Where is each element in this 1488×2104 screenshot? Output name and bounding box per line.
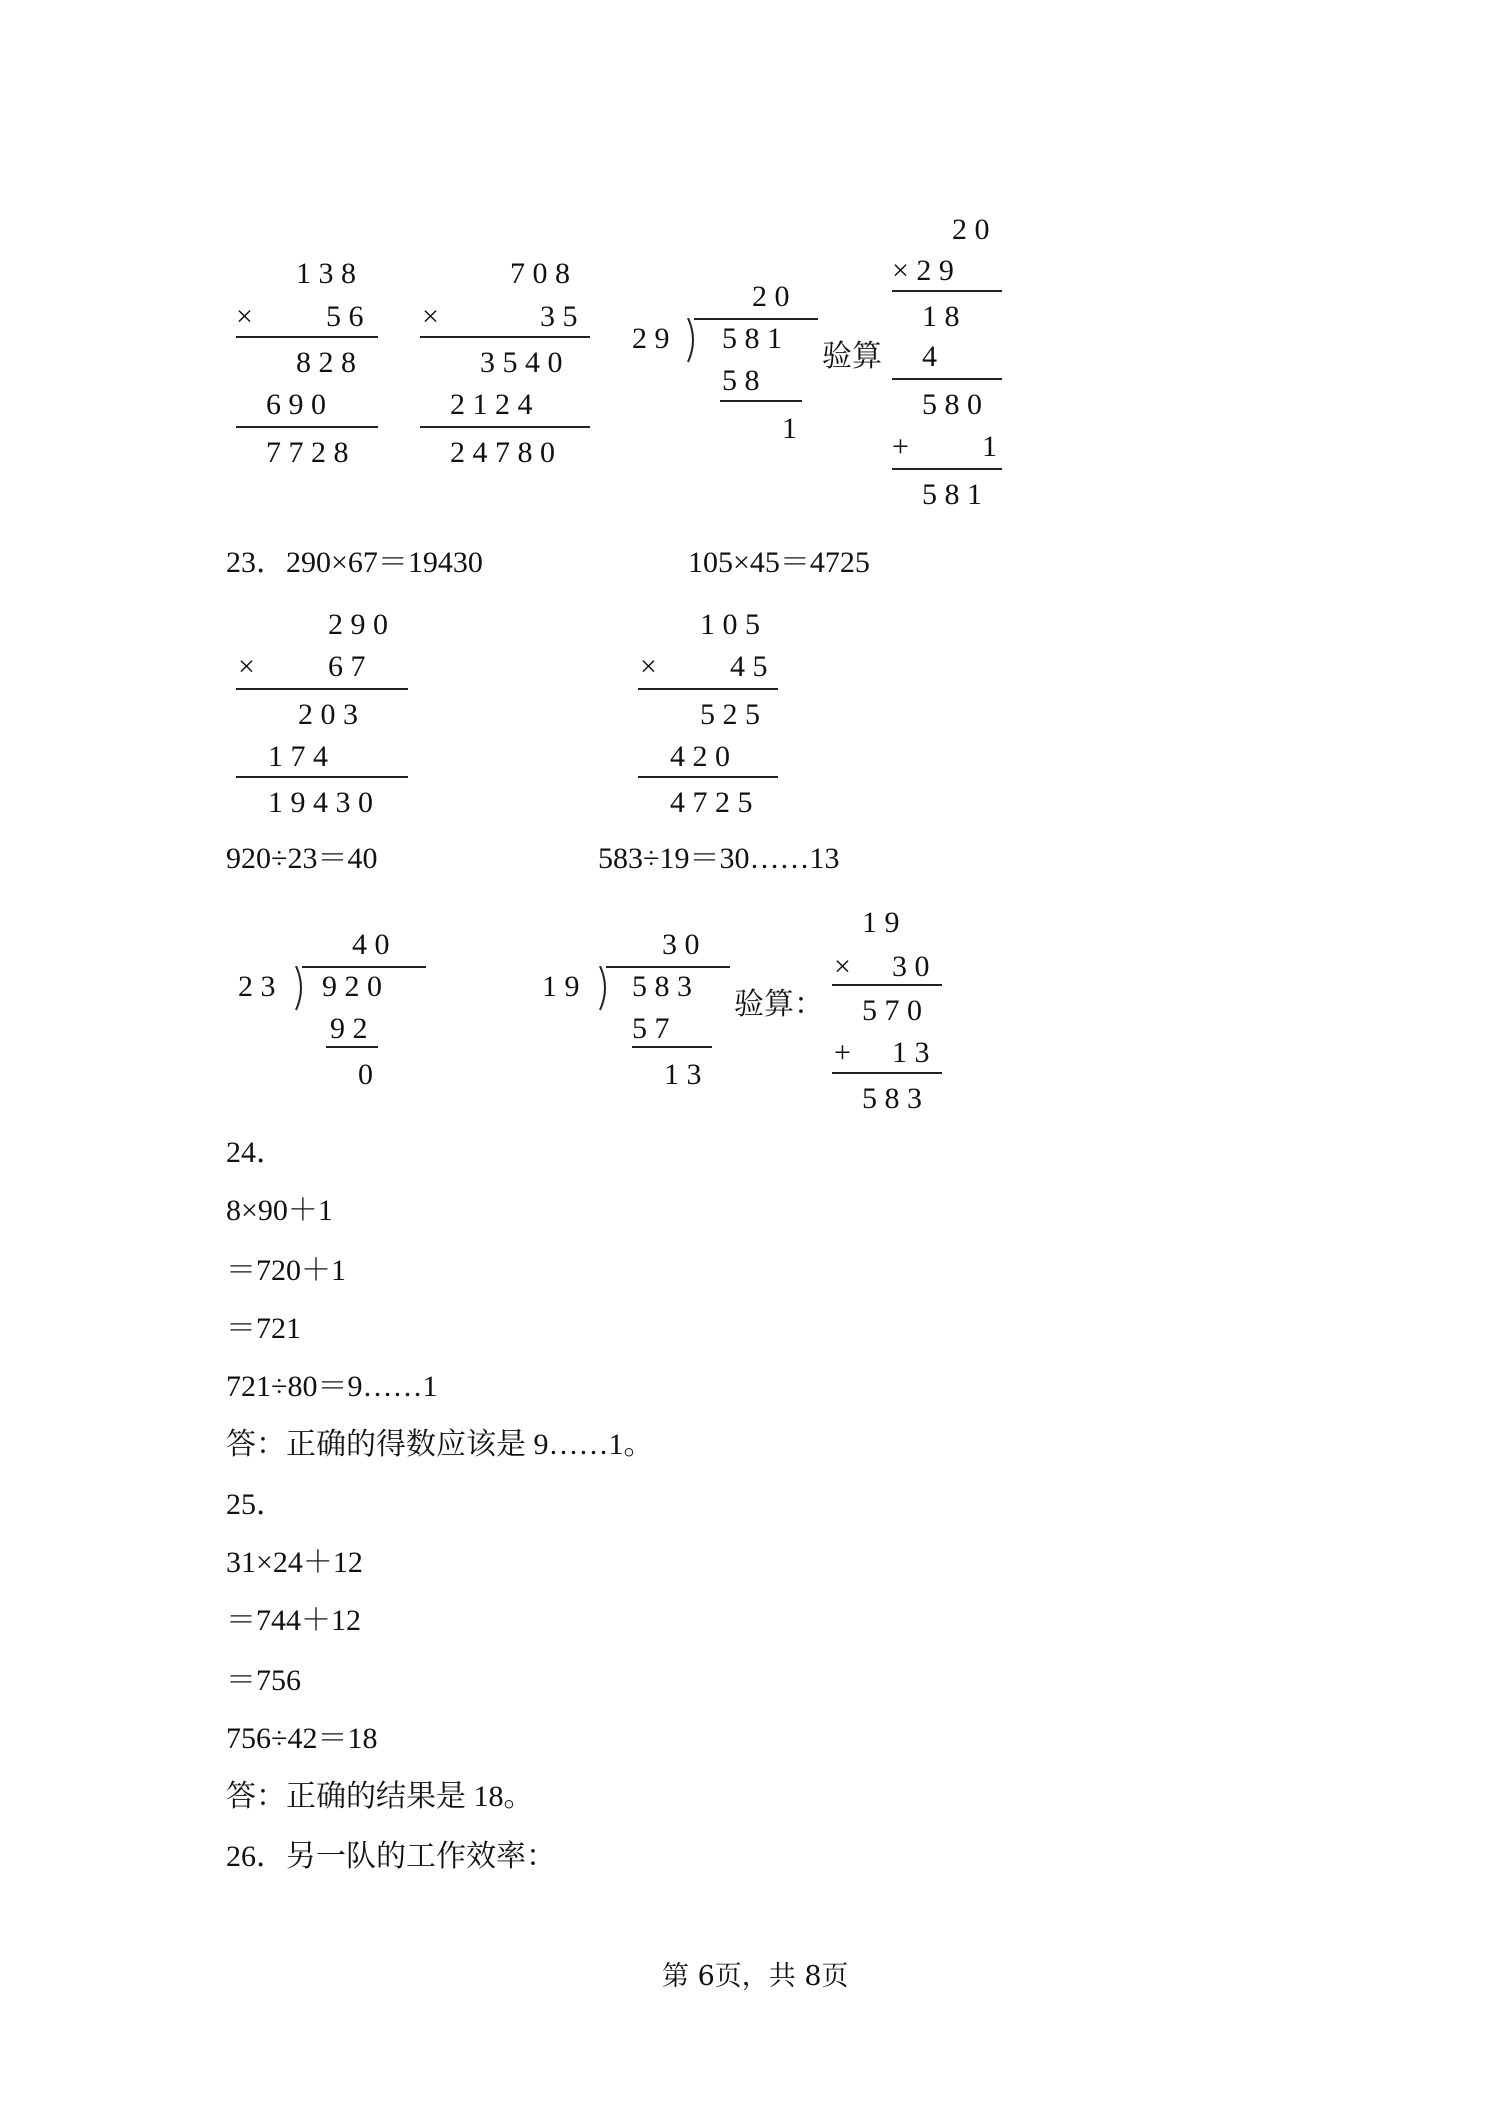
mult-operand: 1 0 5 bbox=[700, 608, 760, 641]
mult-operand: 3 5 bbox=[540, 300, 578, 333]
partial-product: 2 1 2 4 bbox=[450, 388, 533, 421]
equation: 920÷23＝40 bbox=[226, 842, 378, 875]
mult-operand: 5 6 bbox=[326, 300, 364, 333]
equation: 23．290×67＝19430 bbox=[226, 546, 483, 579]
rule-line bbox=[632, 1046, 712, 1048]
subtrahend: 5 7 bbox=[632, 1012, 670, 1045]
equation: 583÷19＝30……13 bbox=[598, 842, 840, 875]
product-result: 7 7 2 8 bbox=[266, 436, 349, 469]
times-sign: × bbox=[834, 950, 851, 983]
division-bracket bbox=[686, 318, 700, 364]
problem-26-line: 26．另一队的工作效率： bbox=[226, 1840, 556, 1873]
quotient: 2 0 bbox=[752, 280, 790, 313]
remainder: 0 bbox=[358, 1058, 373, 1091]
partial-product: 2 0 3 bbox=[298, 698, 358, 731]
check-partial: 5 7 0 bbox=[862, 994, 922, 1027]
subtrahend: 9 2 bbox=[330, 1012, 368, 1045]
partial-product: 3 5 4 0 bbox=[480, 346, 563, 379]
rule-line bbox=[832, 984, 942, 986]
product-result: 4 7 2 5 bbox=[670, 786, 753, 819]
solution-line: 31×24＋12 bbox=[226, 1546, 363, 1579]
answer-line: 答：正确的结果是 18。 bbox=[226, 1780, 534, 1813]
division-bracket bbox=[598, 966, 612, 1012]
check-result: 5 8 3 bbox=[862, 1082, 922, 1115]
mult-operand: 2 9 0 bbox=[328, 608, 388, 641]
answer-line: 答：正确的得数应该是 9……1。 bbox=[226, 1428, 654, 1461]
check-sum: 5 8 0 bbox=[922, 388, 982, 421]
partial-product: 4 2 0 bbox=[670, 740, 730, 773]
rule-line bbox=[832, 1072, 942, 1074]
division-bar bbox=[694, 318, 818, 320]
problem-number: 24． bbox=[226, 1136, 286, 1169]
rule-line bbox=[236, 336, 378, 338]
check-label: 验算 bbox=[822, 340, 882, 373]
division-bar bbox=[606, 966, 730, 968]
partial-product: 1 7 4 bbox=[268, 740, 328, 773]
rule-line bbox=[236, 426, 378, 428]
rule-line bbox=[420, 426, 590, 428]
remainder: 1 bbox=[782, 412, 797, 445]
check-partial: 4 bbox=[922, 340, 937, 373]
rule-line bbox=[892, 378, 1002, 380]
divisor: 2 3 bbox=[238, 970, 276, 1003]
product-result: 2 4 7 8 0 bbox=[450, 436, 555, 469]
mult-operand: 6 7 bbox=[328, 650, 366, 683]
times-sign: × bbox=[236, 300, 253, 333]
check-addend: 1 bbox=[982, 430, 997, 463]
equation: 105×45＝4725 bbox=[688, 546, 870, 579]
check-addend: 1 3 bbox=[892, 1036, 930, 1069]
quotient: 3 0 bbox=[662, 928, 700, 961]
problem-number: 25． bbox=[226, 1488, 286, 1521]
check-result: 5 8 1 bbox=[922, 478, 982, 511]
rule-line bbox=[638, 776, 778, 778]
plus-sign: + bbox=[834, 1036, 851, 1069]
solution-line: ＝721 bbox=[226, 1312, 301, 1345]
solution-line: 721÷80＝9……1 bbox=[226, 1370, 438, 1403]
mult-operand: 1 3 8 bbox=[296, 257, 356, 290]
rule-line bbox=[236, 776, 408, 778]
solution-line: 8×90＋1 bbox=[226, 1194, 333, 1227]
solution-line: ＝756 bbox=[226, 1664, 301, 1697]
rule-line bbox=[720, 400, 802, 402]
rule-line bbox=[326, 1046, 378, 1048]
times-sign: × bbox=[422, 300, 439, 333]
partial-product: 8 2 8 bbox=[296, 346, 356, 379]
division-bar bbox=[302, 966, 426, 968]
solution-line: ＝720＋1 bbox=[226, 1254, 346, 1287]
check-operand: 3 0 bbox=[892, 950, 930, 983]
rule-line bbox=[892, 468, 1002, 470]
divisor: 1 9 bbox=[542, 970, 580, 1003]
check-operand: × 2 9 bbox=[892, 254, 954, 287]
check-operand: 1 9 bbox=[862, 906, 900, 939]
rule-line bbox=[638, 688, 778, 690]
check-partial: 1 8 bbox=[922, 300, 960, 333]
rule-line bbox=[420, 336, 590, 338]
rule-line bbox=[236, 688, 408, 690]
product-result: 1 9 4 3 0 bbox=[268, 786, 373, 819]
remainder: 1 3 bbox=[664, 1058, 702, 1091]
partial-product: 6 9 0 bbox=[266, 388, 326, 421]
rule-line bbox=[892, 290, 1002, 292]
solution-line: 756÷42＝18 bbox=[226, 1722, 378, 1755]
check-operand: 2 0 bbox=[952, 213, 990, 246]
page-footer: 第 6页，共 8页 bbox=[662, 1961, 849, 1992]
partial-product: 5 2 5 bbox=[700, 698, 760, 731]
solution-line: ＝744＋12 bbox=[226, 1604, 361, 1637]
times-sign: × bbox=[238, 650, 255, 683]
check-label: 验算： bbox=[734, 988, 824, 1021]
quotient: 4 0 bbox=[352, 928, 390, 961]
mult-operand: 7 0 8 bbox=[510, 257, 570, 290]
mult-operand: 4 5 bbox=[730, 650, 768, 683]
times-sign: × bbox=[640, 650, 657, 683]
dividend: 5 8 1 bbox=[722, 322, 782, 355]
division-bracket bbox=[294, 966, 308, 1012]
dividend: 5 8 3 bbox=[632, 970, 692, 1003]
subtrahend: 5 8 bbox=[722, 364, 760, 397]
divisor: 2 9 bbox=[632, 322, 670, 355]
dividend: 9 2 0 bbox=[322, 970, 382, 1003]
plus-sign: + bbox=[892, 430, 909, 463]
